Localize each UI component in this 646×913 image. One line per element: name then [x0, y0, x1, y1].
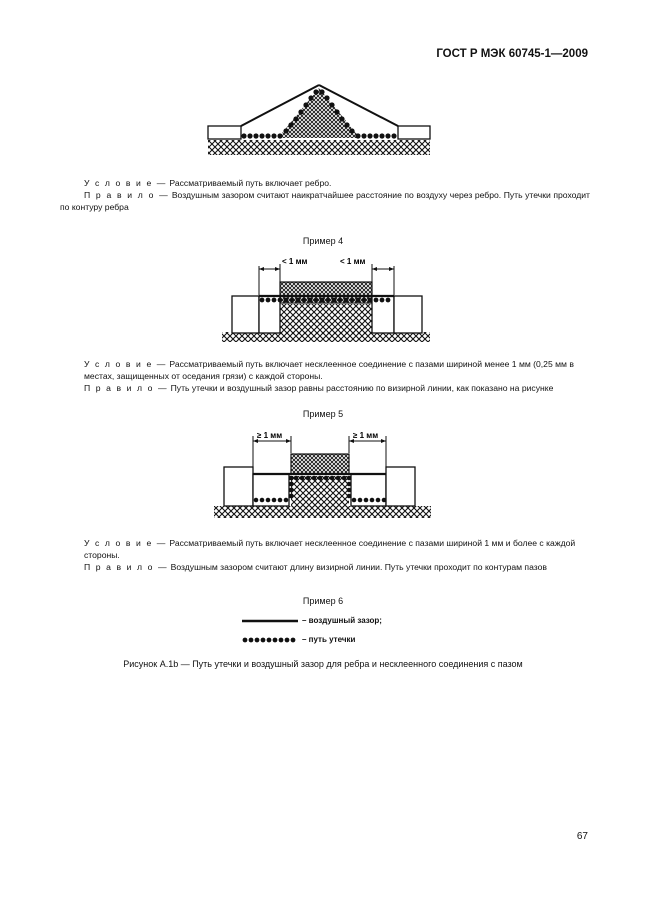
- example5-figure: [210, 424, 435, 520]
- legend-creepage-text: – путь утечки: [302, 635, 356, 644]
- example5-dim-right: ≥ 1 мм: [353, 431, 379, 440]
- rule-label: П р а в и л о —: [84, 190, 170, 200]
- rule-label: П р а в и л о —: [84, 562, 169, 572]
- example4-condition: [84, 359, 589, 382]
- example4-title: Пример 4: [302, 236, 344, 246]
- example5-condition: [84, 538, 589, 561]
- condition-label: У с л о в и е —: [84, 359, 168, 369]
- page-number: 67: [576, 831, 588, 842]
- condition-label: У с л о в и е —: [84, 178, 168, 188]
- air-gap-line-icon: [242, 617, 298, 625]
- example3-condition: [84, 178, 589, 190]
- example3-rule: [60, 190, 590, 213]
- example4-figure: [218, 252, 434, 344]
- rule-text: Воздушным зазором считают длину визирной линии. Путь утечки проходит по контурам пазов: [170, 562, 547, 572]
- figure-caption: Рисунок А.1b — Путь утечки и воздушный зазор для ребра и несклеенного соединения с пазом: [123, 659, 523, 669]
- condition-label: У с л о в и е —: [84, 538, 168, 548]
- rule-label: П р а в и л о —: [84, 383, 169, 393]
- document-header: ГОСТ Р МЭК 60745-1—2009: [436, 48, 588, 60]
- condition-text: Рассматриваемый путь включает ребро.: [169, 178, 332, 188]
- legend-air-gap-text: – воздушный зазор;: [302, 616, 382, 625]
- example5-dim-left: ≥ 1 мм: [257, 431, 283, 440]
- legend-air-gap: [242, 616, 382, 625]
- example4-dim-right: < 1 мм: [340, 257, 366, 266]
- rib-figure: [200, 78, 440, 160]
- condition-text: Рассматриваемый путь включает несклеенное соединение с пазами шириной менее 1 мм (0,25 мм в местах, защищенных от оседания грязи) с каждой стороны.: [84, 359, 574, 381]
- example4-rule: [84, 383, 589, 395]
- example6-title: Пример 6: [302, 596, 344, 606]
- example5-rule: [84, 562, 589, 574]
- creepage-dots-icon: [242, 636, 298, 644]
- rule-text: Путь утечки и воздушный зазор равны расстоянию по визирной линии, как показано на рисунке: [170, 383, 554, 393]
- rule-text: Воздушным зазором считают наикратчайшее расстояние по воздуху через ребро. Путь утечки проходит по контуру ребра: [60, 190, 590, 212]
- example4-dim-left: < 1 мм: [282, 257, 308, 266]
- example5-title: Пример 5: [302, 409, 344, 419]
- condition-text: Рассматриваемый путь включает несклеенное соединение с пазами шириной 1 мм и более с каждой стороны.: [84, 538, 576, 560]
- legend-creepage: [242, 635, 355, 644]
